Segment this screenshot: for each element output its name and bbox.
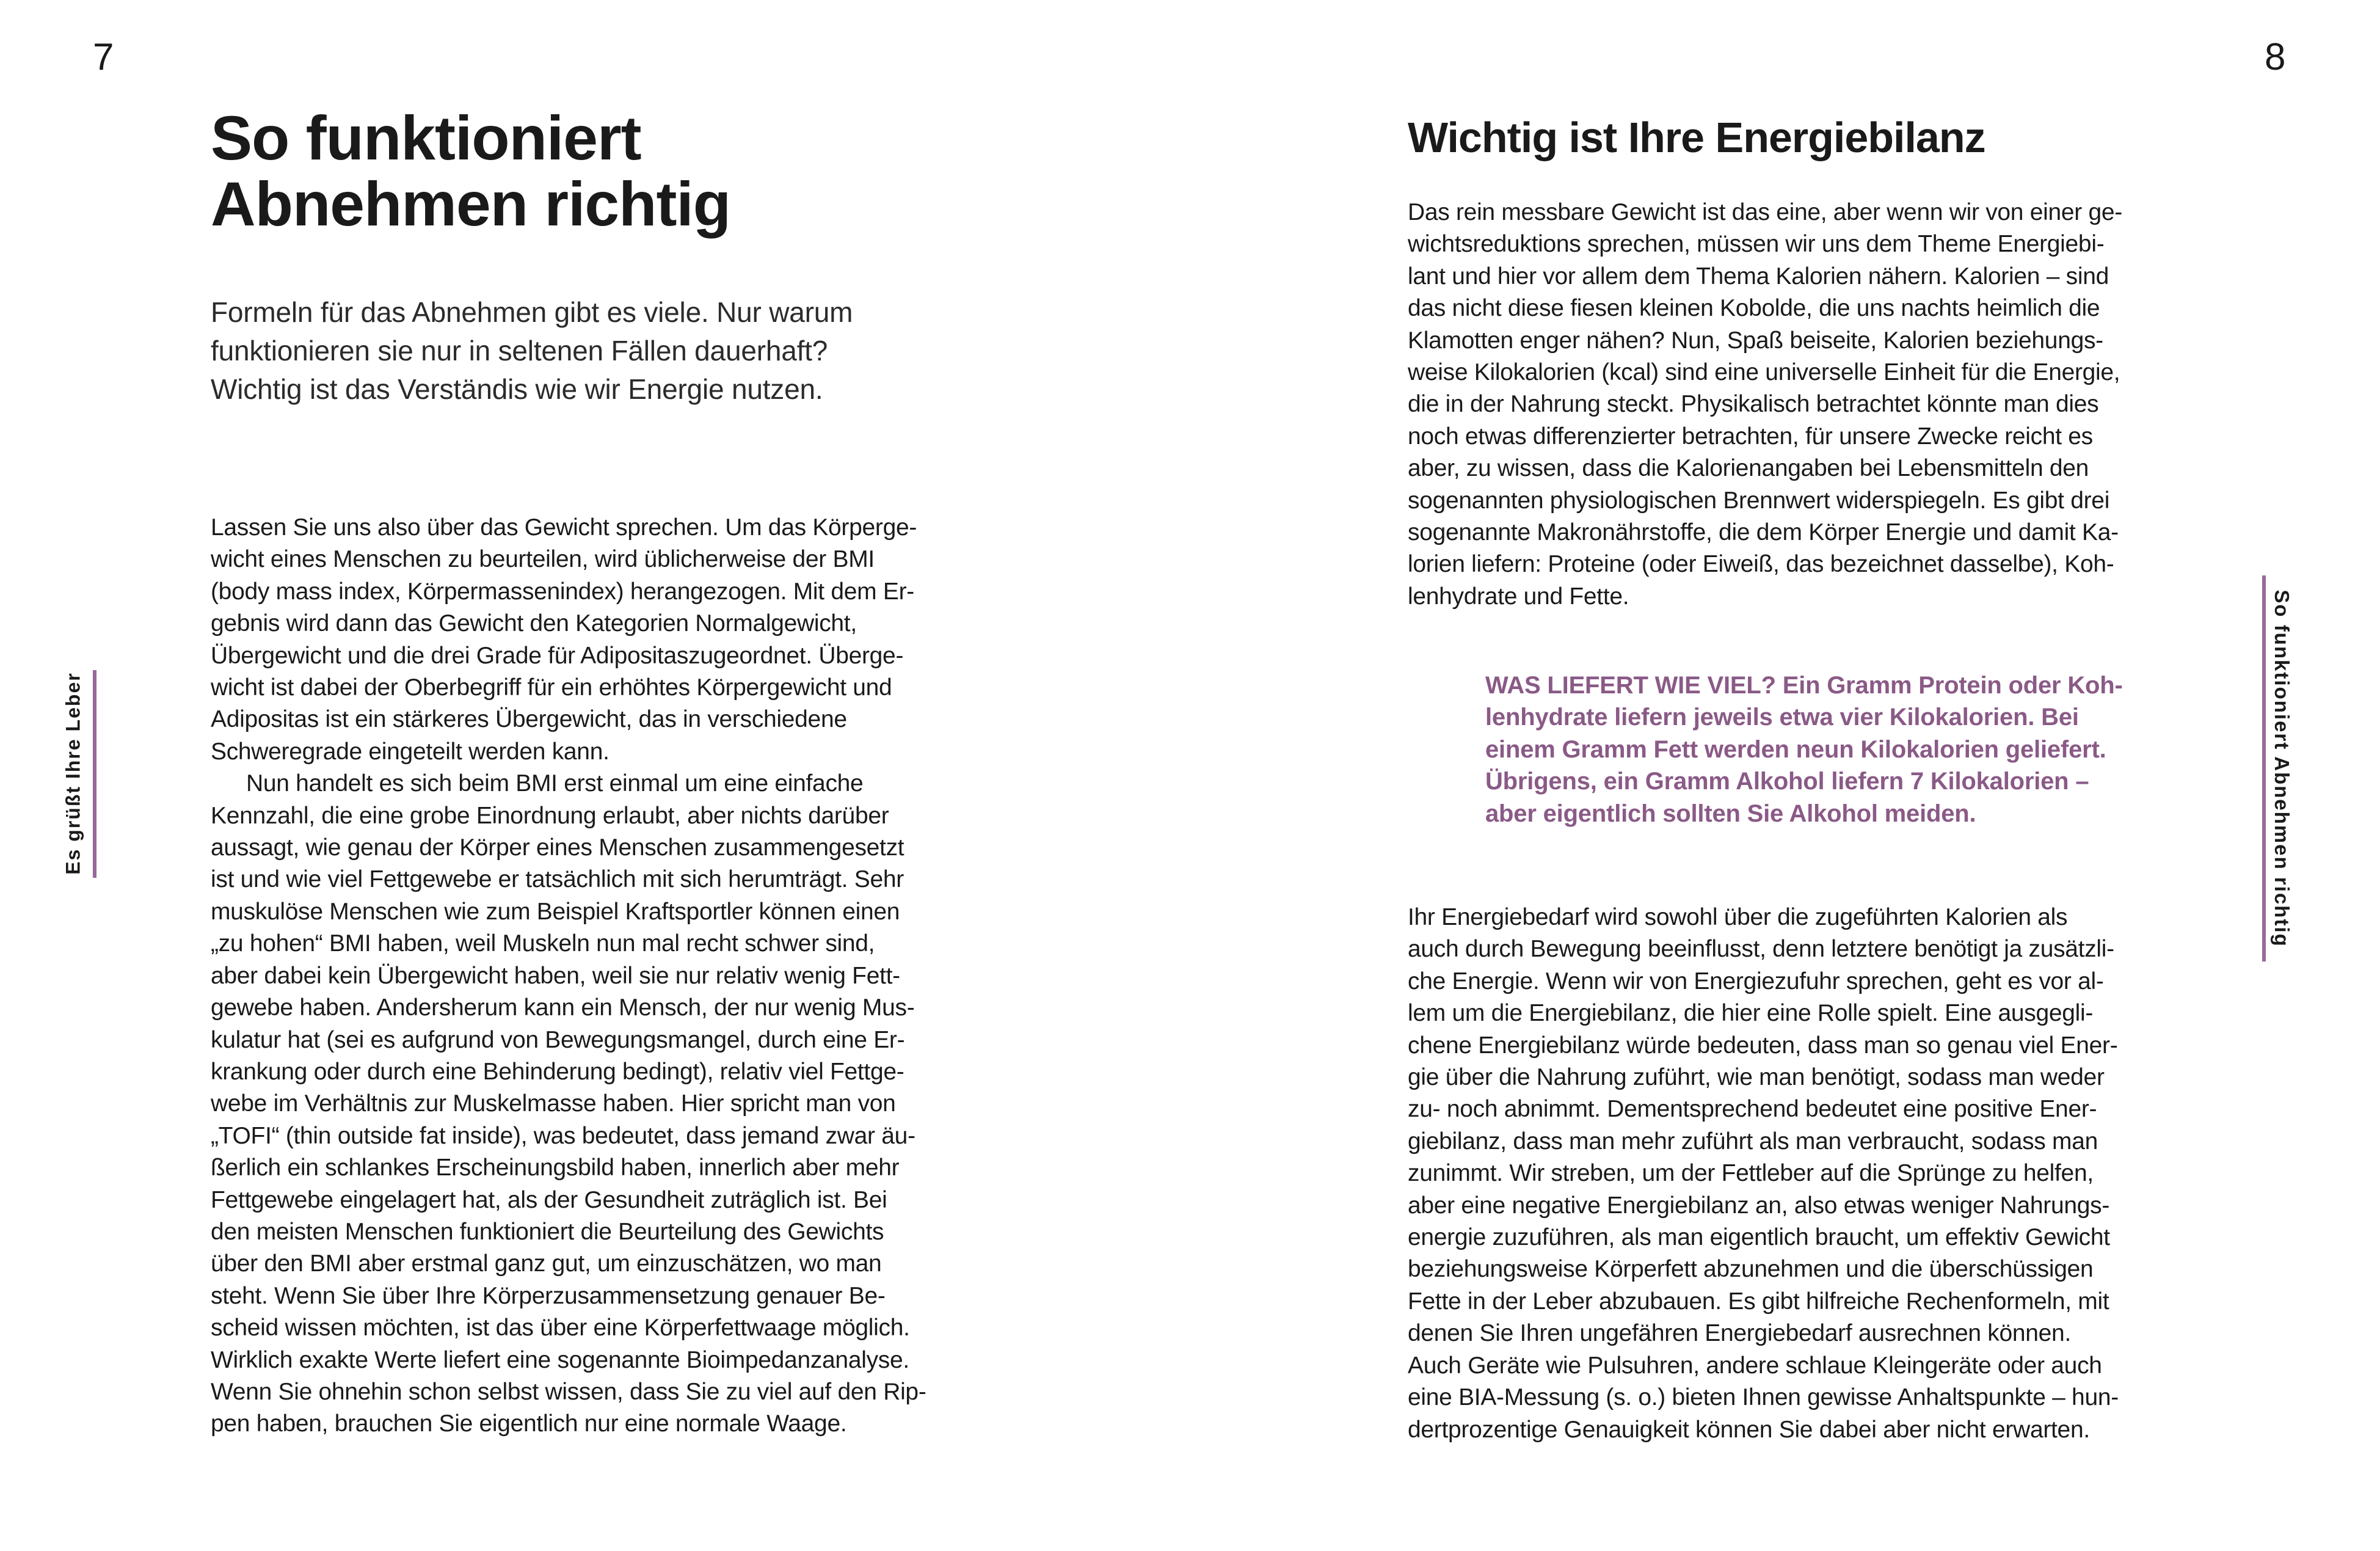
body-line: Ihr Energiebedarf wird sowohl über die zugeführten Kalorien als: [1408, 904, 2068, 930]
body-line: Klamotten enger nähen? Nun, Spaß beiseite, Kalorien beziehungs-: [1408, 327, 2103, 354]
body-line: Schweregrade eingeteilt werden kann.: [211, 738, 610, 765]
right-margin-rule: [2262, 575, 2266, 962]
body-line: gewebe haben. Andersherum kann ein Mensch, der nur wenig Mus-: [211, 994, 915, 1021]
body-line: Übergewicht und die drei Grade für Adipositaszugeordnet. Überge-: [211, 642, 904, 669]
body-line: lenhydrate und Fette.: [1408, 583, 1629, 610]
body-line: pen haben, brauchen Sie eigentlich nur eine normale Waage.: [211, 1410, 847, 1437]
callout-line: WAS LIEFERT WIE VIEL? Ein Gramm Protein oder Koh-: [1485, 672, 2123, 699]
body-line: aber, zu wissen, dass die Kalorienangaben bei Lebensmitteln den: [1408, 455, 2089, 482]
body-line: Nun handelt es sich beim BMI erst einmal um eine einfache: [246, 770, 864, 797]
body-line: krankung oder durch eine Behinderung bedingt), relativ viel Fettge-: [211, 1058, 904, 1085]
body-line: wicht eines Menschen zu beurteilen, wird üblicherweise der BMI: [211, 546, 875, 573]
body-line: Adipositas ist ein stärkeres Übergewicht, das in verschiedene: [211, 706, 847, 733]
chapter-title-line-2: Abnehmen richtig: [211, 169, 731, 239]
body-line: che Energie. Wenn wir von Energiezufuhr sprechen, geht es vor al-: [1408, 968, 2104, 994]
body-line: chene Energiebilanz würde bedeuten, dass man so genau viel Ener-: [1408, 1032, 2118, 1059]
body-line: den meisten Menschen funktioniert die Beurteilung des Gewichts: [211, 1218, 884, 1245]
intro-line: Formeln für das Abnehmen gibt es viele. Nur warum: [211, 296, 853, 328]
body-line: noch etwas differenzierter betrachten, für unsere Zwecke reicht es: [1408, 423, 2093, 450]
body-line: zunimmt. Wir streben, um der Fettleber auf die Sprünge zu helfen,: [1408, 1160, 2094, 1187]
body-line: aussagt, wie genau der Körper eines Menschen zusammengesetzt: [211, 834, 904, 861]
page-number-right: 8: [2265, 36, 2286, 78]
body-line: „TOFI“ (thin outside fat inside), was bedeutet, dass jemand zwar äu-: [211, 1122, 915, 1149]
body-line: aber eine negative Energiebilanz an, also etwas weniger Nahrungs-: [1408, 1192, 2110, 1219]
chapter-title: [211, 105, 730, 237]
body-line: ßerlich ein schlankes Erscheinungsbild haben, innerlich aber mehr: [211, 1155, 900, 1181]
right-body-paragraph-1: [1408, 197, 2226, 613]
body-line: Lassen Sie uns also über das Gewicht sprechen. Um das Körperge-: [211, 514, 917, 541]
body-line: Fettgewebe eingelagert hat, als der Gesundheit zuträglich ist. Bei: [211, 1186, 887, 1213]
chapter-title-line-1: So funktioniert: [211, 103, 641, 173]
body-line: das nicht diese fiesen kleinen Kobolde, die uns nachts heimlich die: [1408, 295, 2100, 322]
body-line: lant und hier vor allem dem Thema Kalorien nähern. Kalorien – sind: [1408, 263, 2109, 290]
body-line: Auch Geräte wie Pulsuhren, andere schlaue Kleingeräte oder auch: [1408, 1352, 2102, 1379]
left-margin-label: Es grüßt Ihre Leber: [62, 672, 84, 875]
body-line: wicht ist dabei der Oberbegriff für ein erhöhtes Körpergewicht und: [211, 674, 892, 701]
body-line: sogenannte Makronährstoffe, die dem Körper Energie und damit Ka-: [1408, 519, 2119, 546]
right-body-paragraph-2: [1408, 902, 2226, 1446]
body-line: Fette in der Leber abzubauen. Es gibt hilfreiche Rechenformeln, mit: [1408, 1288, 2109, 1315]
left-margin-rule: [93, 670, 96, 878]
body-line: lem um die Energiebilanz, die hier eine Rolle spielt. Eine ausgegli-: [1408, 1000, 2094, 1027]
body-line: eine BIA-Messung (s. o.) bieten Ihnen gewisse Anhaltspunkte – hun-: [1408, 1384, 2119, 1411]
section-heading: Wichtig ist Ihre Energiebilanz: [1408, 114, 1985, 161]
body-line: weise Kilokalorien (kcal) sind eine universelle Einheit für die Energie,: [1408, 359, 2120, 386]
intro-paragraph: [211, 293, 1029, 409]
left-body-column: [211, 512, 1029, 1440]
body-paragraph-1: [211, 512, 1029, 768]
body-line: gebnis wird dann das Gewicht den Kategorien Normalgewicht,: [211, 610, 857, 637]
body-line: Das rein messbare Gewicht ist das eine, aber wenn wir von einer ge-: [1408, 199, 2122, 225]
page-number-left: 7: [93, 36, 114, 78]
callout-line: Übrigens, ein Gramm Alkohol liefern 7 Kilokalorien –: [1485, 768, 2089, 795]
body-line: scheid wissen möchten, ist das über eine Körperfettwaage möglich.: [211, 1315, 910, 1341]
body-line: dertprozentige Genauigkeit können Sie dabei aber nicht erwarten.: [1408, 1416, 2090, 1443]
body-line: Wenn Sie ohnehin schon selbst wissen, dass Sie zu viel auf den Rip-: [211, 1378, 926, 1405]
callout-paragraph: [1485, 670, 2163, 830]
intro-line: Wichtig ist das Verständis wie wir Energie nutzen.: [211, 373, 823, 405]
body-line: kulatur hat (sei es aufgrund von Bewegungsmangel, durch eine Er-: [211, 1026, 905, 1053]
body-line: gie über die Nahrung zuführt, wie man benötigt, sodass man weder: [1408, 1064, 2105, 1091]
body-line: ist und wie viel Fettgewebe er tatsächlich mit sich herumträgt. Sehr: [211, 866, 904, 893]
body-line: zu- noch abnimmt. Dementsprechend bedeutet eine positive Ener-: [1408, 1096, 2097, 1123]
body-line: denen Sie Ihren ungefähren Energiebedarf ausrechnen können.: [1408, 1320, 2071, 1347]
body-line: muskulöse Menschen wie zum Beispiel Kraftsportler können einen: [211, 898, 900, 925]
body-line: giebilanz, dass man mehr zuführt als man verbraucht, sodass man: [1408, 1128, 2098, 1155]
body-line: energie zuzuführen, als man eigentlich braucht, um effektiv Gewicht: [1408, 1224, 2110, 1251]
body-line: aber dabei kein Übergewicht haben, weil sie nur relativ wenig Fett-: [211, 962, 900, 989]
body-line: über den BMI aber erstmal ganz gut, um einzuschätzen, wo man: [211, 1250, 882, 1277]
body-line: die in der Nahrung steckt. Physikalisch betrachtet könnte man dies: [1408, 391, 2099, 418]
body-line: wichtsreduktions sprechen, müssen wir uns dem Theme Energiebi-: [1408, 231, 2105, 258]
body-line: steht. Wenn Sie über Ihre Körperzusammensetzung genauer Be-: [211, 1282, 886, 1309]
callout-line: einem Gramm Fett werden neun Kilokalorien geliefert.: [1485, 735, 2106, 763]
body-line: Kennzahl, die eine grobe Einordnung erlaubt, aber nichts darüber: [211, 802, 889, 829]
intro-line: funktionieren sie nur in seltenen Fällen dauerhaft?: [211, 335, 828, 367]
body-line: beziehungsweise Körperfett abzunehmen und die überschüssigen: [1408, 1256, 2094, 1283]
body-line: Wirklich exakte Werte liefert eine sogenannte Bioimpedanzanalyse.: [211, 1346, 909, 1373]
body-line: lorien liefern: Proteine (oder Eiweiß, das bezeichnet dasselbe), Koh-: [1408, 551, 2114, 578]
right-margin-label: So funktioniert Abnehmen richtig: [2271, 589, 2293, 947]
body-line: (body mass index, Körpermassenindex) herangezogen. Mit dem Er-: [211, 578, 914, 605]
body-line: webe im Verhältnis zur Muskelmasse haben. Hier spricht man von: [211, 1090, 896, 1117]
body-line: sogenannten physiologischen Brennwert widerspiegeln. Es gibt drei: [1408, 487, 2110, 514]
body-line: „zu hohen“ BMI haben, weil Muskeln nun mal recht schwer sind,: [211, 930, 875, 957]
callout-line: lenhydrate liefern jeweils etwa vier Kilokalorien. Bei: [1485, 704, 2079, 731]
callout-line: aber eigentlich sollten Sie Alkohol meiden.: [1485, 800, 1976, 827]
body-line: auch durch Bewegung beeinflusst, denn letztere benötigt ja zusätzli-: [1408, 936, 2114, 963]
body-paragraph-2: [211, 768, 1029, 1440]
